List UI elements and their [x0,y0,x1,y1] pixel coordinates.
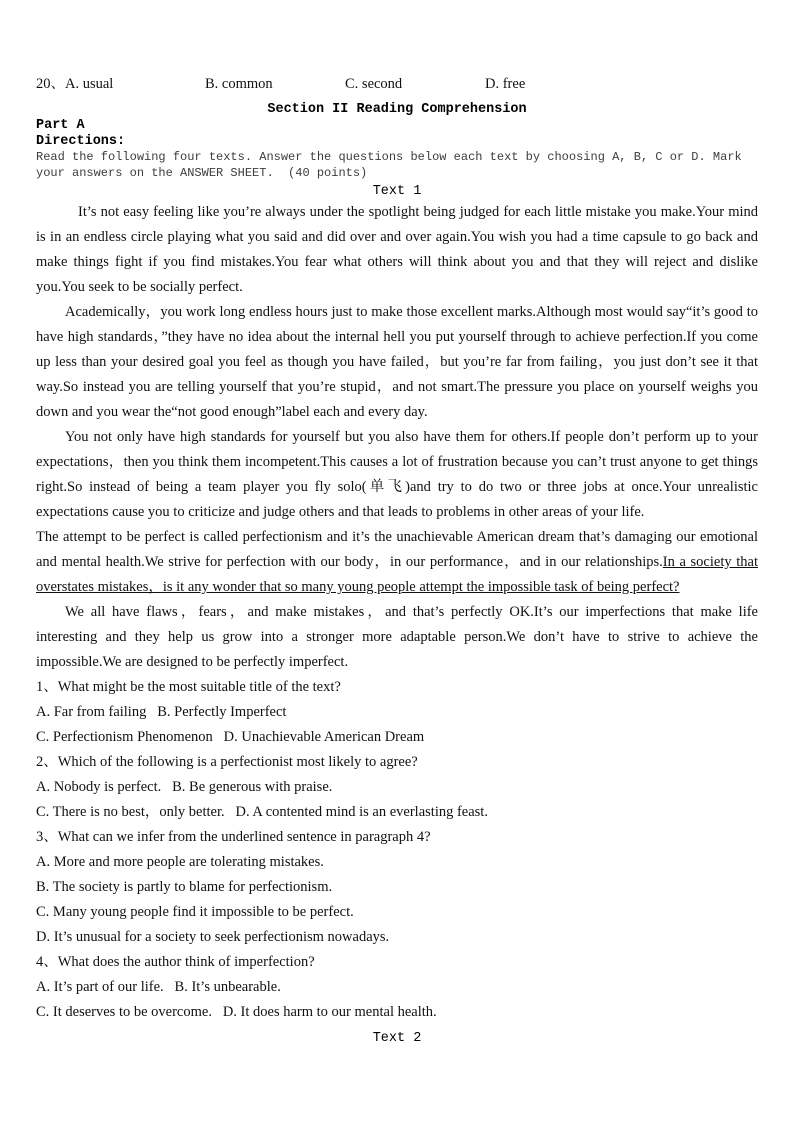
paragraph-5: We all have flaws，fears，and make mistakes，and that’s perfectly OK.It’s our imperfections that make life interesting and they help us grow into a stronger more adaptable person.We don’t have to strive to achieve the impossible.We are designed to be perfectly imperfect. [36,604,758,670]
question-20-option-d: D. free [485,76,526,92]
question-4-options-line-1: A. It’s part of our life. B. It’s unbearable. [36,979,281,995]
question-3-option-b: B. The society is partly to blame for perfectionism. [36,879,333,895]
question-4 [36,950,758,1025]
question-3-stem: 3、What can we infer from the underlined sentence in paragraph 4? [36,829,431,845]
question-3 [36,825,758,950]
question-4-options-line-2: C. It deserves to be overcome. D. It does harm to our mental health. [36,1004,437,1020]
question-2-stem: 2、Which of the following is a perfectionist most likely to agree? [36,754,418,770]
paragraph-2: Academically，you work long endless hours just to make those excellent marks.Although most would say“it’s good to have high standards，”they have no idea about the internal hell you put yourself through to achieve perfection.If you come up less than your desired goal you feel as though you have failed，but you’re far from failing，you just don’t see it that way.So instead you are telling yourself that you’re stupid，and not smart.The pressure you place on yourself weighs you down and you wear the“not good enough”label each and every day. [36,304,758,420]
question-20-option-b: B. common [205,76,273,92]
paragraph-1: It’s not easy feeling like you’re always under the spotlight being judged for each little mistake you make.Your mind is in an endless circle playing what you said and did over and over again.You wish you had a time capsule to go back and make things fight if you find mistakes.You fear what others will think about you and that they will reject and dislike you.You seek to be socially perfect. [36,204,758,295]
question-20-option-c: C. second [345,76,403,92]
paragraph-4-text: The attempt to be perfect is called perfectionism and it’s the unachievable American dream that’s damaging our emotional and mental health.We strive for perfection with our body，in our performance，and in our relationships. [36,529,758,570]
question-2-options-line-2: C. There is no best，only better. D. A contented mind is an everlasting feast. [36,804,488,820]
question-20-number: 20、 [36,76,65,92]
section-title: Section II Reading Comprehension [267,102,527,117]
question-1-options-line-1: A. Far from failing B. Perfectly Imperfect [36,704,287,720]
part-a-label: Part A [36,118,85,133]
question-1 [36,675,758,750]
directions-label: Directions: [36,134,126,149]
question-4-stem: 4、What does the author think of imperfection? [36,954,315,970]
question-3-option-a: A. More and more people are tolerating mistakes. [36,854,324,870]
question-3-option-d: D. It’s unusual for a society to seek perfectionism nowadays. [36,929,390,945]
paragraph-3: You not only have high standards for yourself but you also have them for others.If people don’t perform up to your expectations，then you think them incompetent.This causes a lot of frustration because you can’t trust anyone to get things right.So instead of being a team player you fly solo(单飞)and try to do two or three jobs at once.Your unrealistic expectations cause you to criticize and judge others and that leads to problems in other areas of your life. [36,429,758,520]
text2-title: Text 2 [372,1031,422,1046]
question-20-row [36,76,758,93]
directions-text: Read the following four texts. Answer the questions below each text by choosing A, B, C or D. Mark your answers on the ANSWER SHEET. (40 points) [36,150,749,180]
paragraph-4 [36,525,758,600]
text1-title: Text 1 [372,184,422,199]
question-1-stem: 1、What might be the most suitable title of the text? [36,679,341,695]
question-20-option-a: A. usual [65,76,114,92]
question-1-options-line-2: C. Perfectionism Phenomenon D. Unachievable American Dream [36,729,425,745]
question-2-options-line-1: A. Nobody is perfect. B. Be generous with praise. [36,779,333,795]
paragraph-4-underlined-sentence: In a society that overstates mistakes，is it any wonder that so many young people attempt the impossible task of being perfect? [36,554,758,595]
question-3-option-c: C. Many young people find it impossible to be perfect. [36,904,354,920]
question-2 [36,750,758,825]
